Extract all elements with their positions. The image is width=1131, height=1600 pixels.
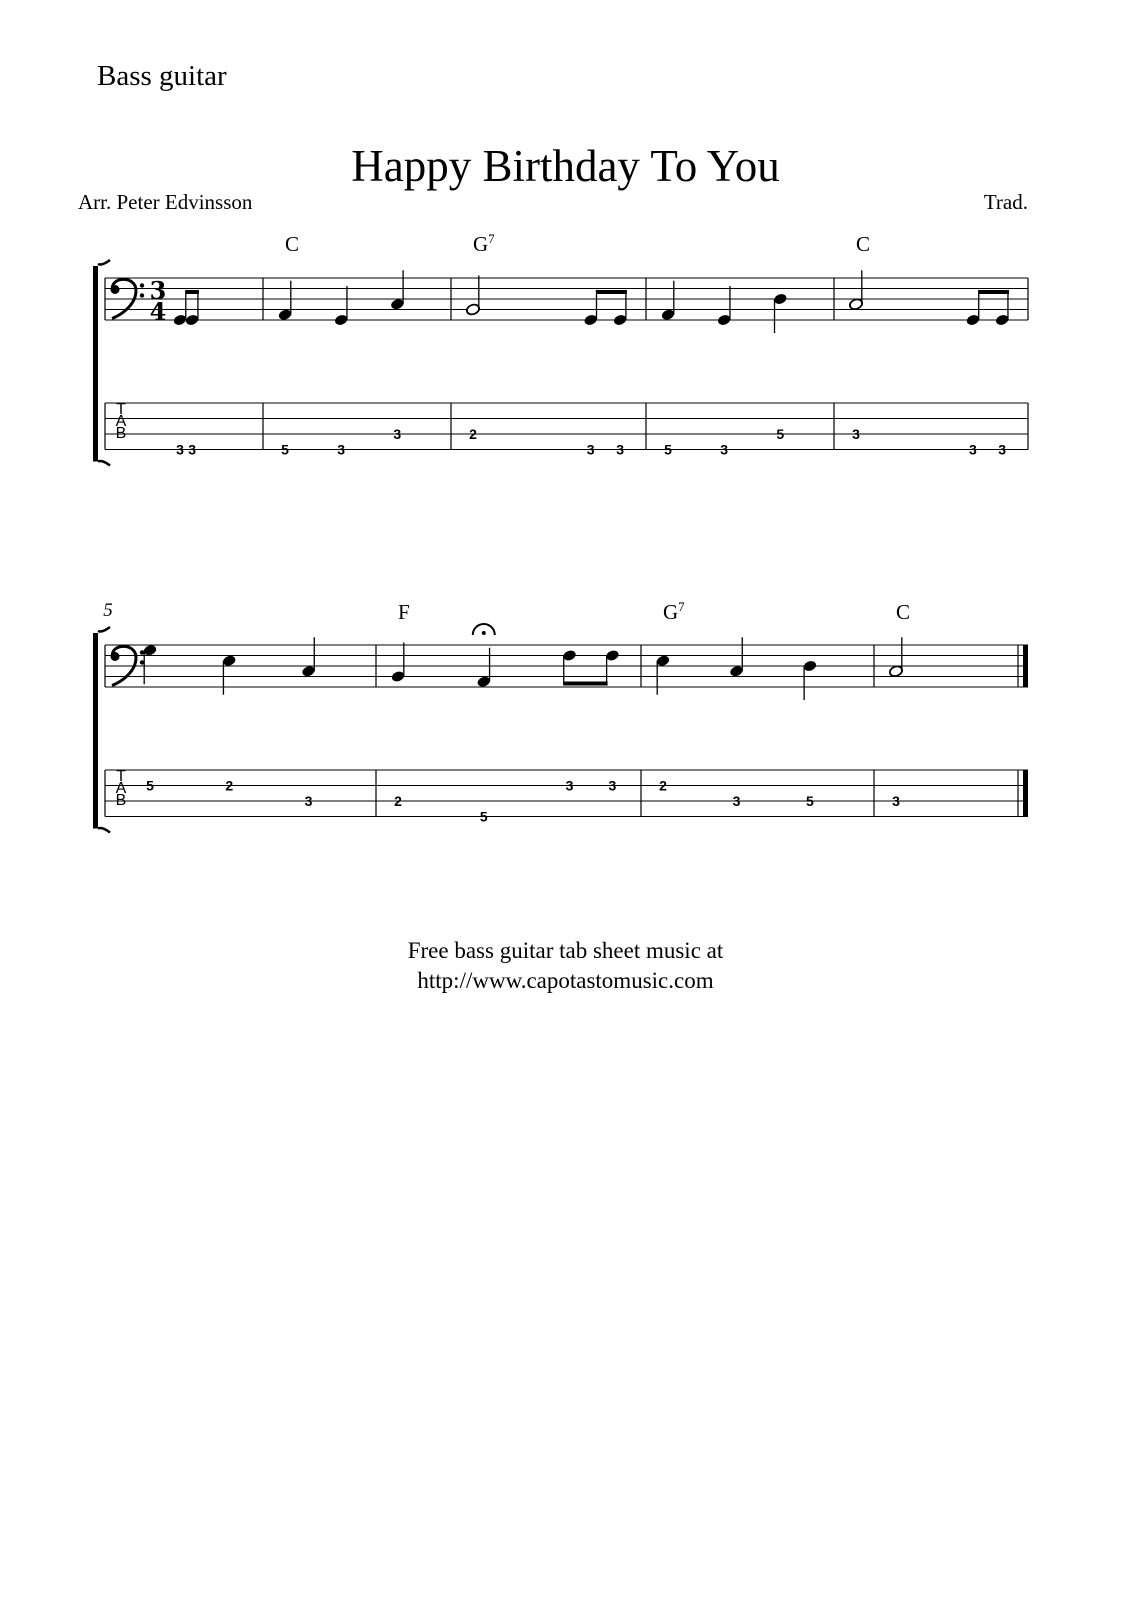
beam [186,290,199,294]
system-bracket-top [98,260,110,265]
tab-fret-number: 3 [586,441,595,458]
beam [564,682,608,686]
tab-clef-letter: B [115,792,127,809]
chord-symbol: F [398,600,410,624]
measure-number: 5 [103,600,113,621]
beam [596,290,626,294]
tab-fret-number: 5 [146,777,154,794]
chord-symbol: C [856,232,871,256]
tab-fret-number: 3 [720,441,729,458]
arranger-credit: Arr. Peter Edvinsson [78,190,253,214]
tab-fret-number: 5 [281,441,289,458]
tab-fret-number: 5 [479,808,488,825]
tab-fret-number: 5 [776,426,785,442]
final-barline-thick [1023,645,1028,687]
tab-fret-number: 3 [732,793,741,809]
system-bracket [93,633,98,829]
tab-fret-number: 3 [892,793,900,809]
system-bracket-bottom [98,461,110,466]
time-signature-bottom: 4 [149,297,167,326]
tab-fret-number: 3 [565,777,574,794]
tab-clef-letter: T [116,401,126,418]
tab-fret-number: 3 [304,793,313,809]
bass-clef-dot-icon [140,283,144,287]
fermata-dot-icon [482,631,486,635]
tab-fret-number: 5 [664,441,672,458]
tab-fret-number: 2 [225,777,234,794]
tab-clef-letter: A [115,413,127,430]
final-barline-thick [1023,770,1028,817]
tab-clef-letter: A [115,780,127,797]
tab-clef-letter: B [115,425,127,442]
footer [0,936,1131,996]
beam [979,290,1009,294]
tab-fret-number: 3 [188,441,197,458]
instrument-label: Bass guitar [97,60,227,92]
bass-clef-dot-icon [111,652,120,661]
chord-symbol: $G^7$ [473,231,495,256]
song-title: Happy Birthday To You [351,141,780,191]
tab-fret-number: 3 [608,777,617,794]
system-bracket-top [98,627,110,632]
tab-fret-number: 2 [659,777,667,794]
footer-line-1: Free bass guitar tab sheet music at [407,938,724,963]
chord-symbol: $G^7$ [663,599,685,624]
tab-fret-number: 3 [998,441,1007,458]
tab-fret-number: 2 [469,426,477,442]
bass-clef-dot-icon [140,650,144,654]
tab-fret-number: 3 [176,441,184,458]
footer-url[interactable]: http://www.capotastomusic.com [417,968,714,993]
system-bracket-bottom [98,828,110,833]
tab-fret-number: 3 [852,426,860,442]
tab-fret-number: 3 [393,426,402,442]
bass-clef-dot-icon [111,285,120,294]
time-signature-top: 3 [149,276,167,305]
tab-fret-number: 2 [394,793,402,809]
tab-fret-number: 5 [806,793,814,809]
system-bracket [93,266,98,462]
chord-symbol: C [285,232,300,256]
bass-clef-dot-icon [140,293,144,297]
chord-symbol: C [896,600,911,624]
tab-fret-number: 3 [969,441,977,458]
bass-clef-dot-icon [140,660,144,664]
tab-fret-number: 3 [616,441,625,458]
tab-fret-number: 3 [337,441,346,458]
tab-clef-letter: T [116,768,126,785]
composer-credit: Trad. [983,190,1028,214]
